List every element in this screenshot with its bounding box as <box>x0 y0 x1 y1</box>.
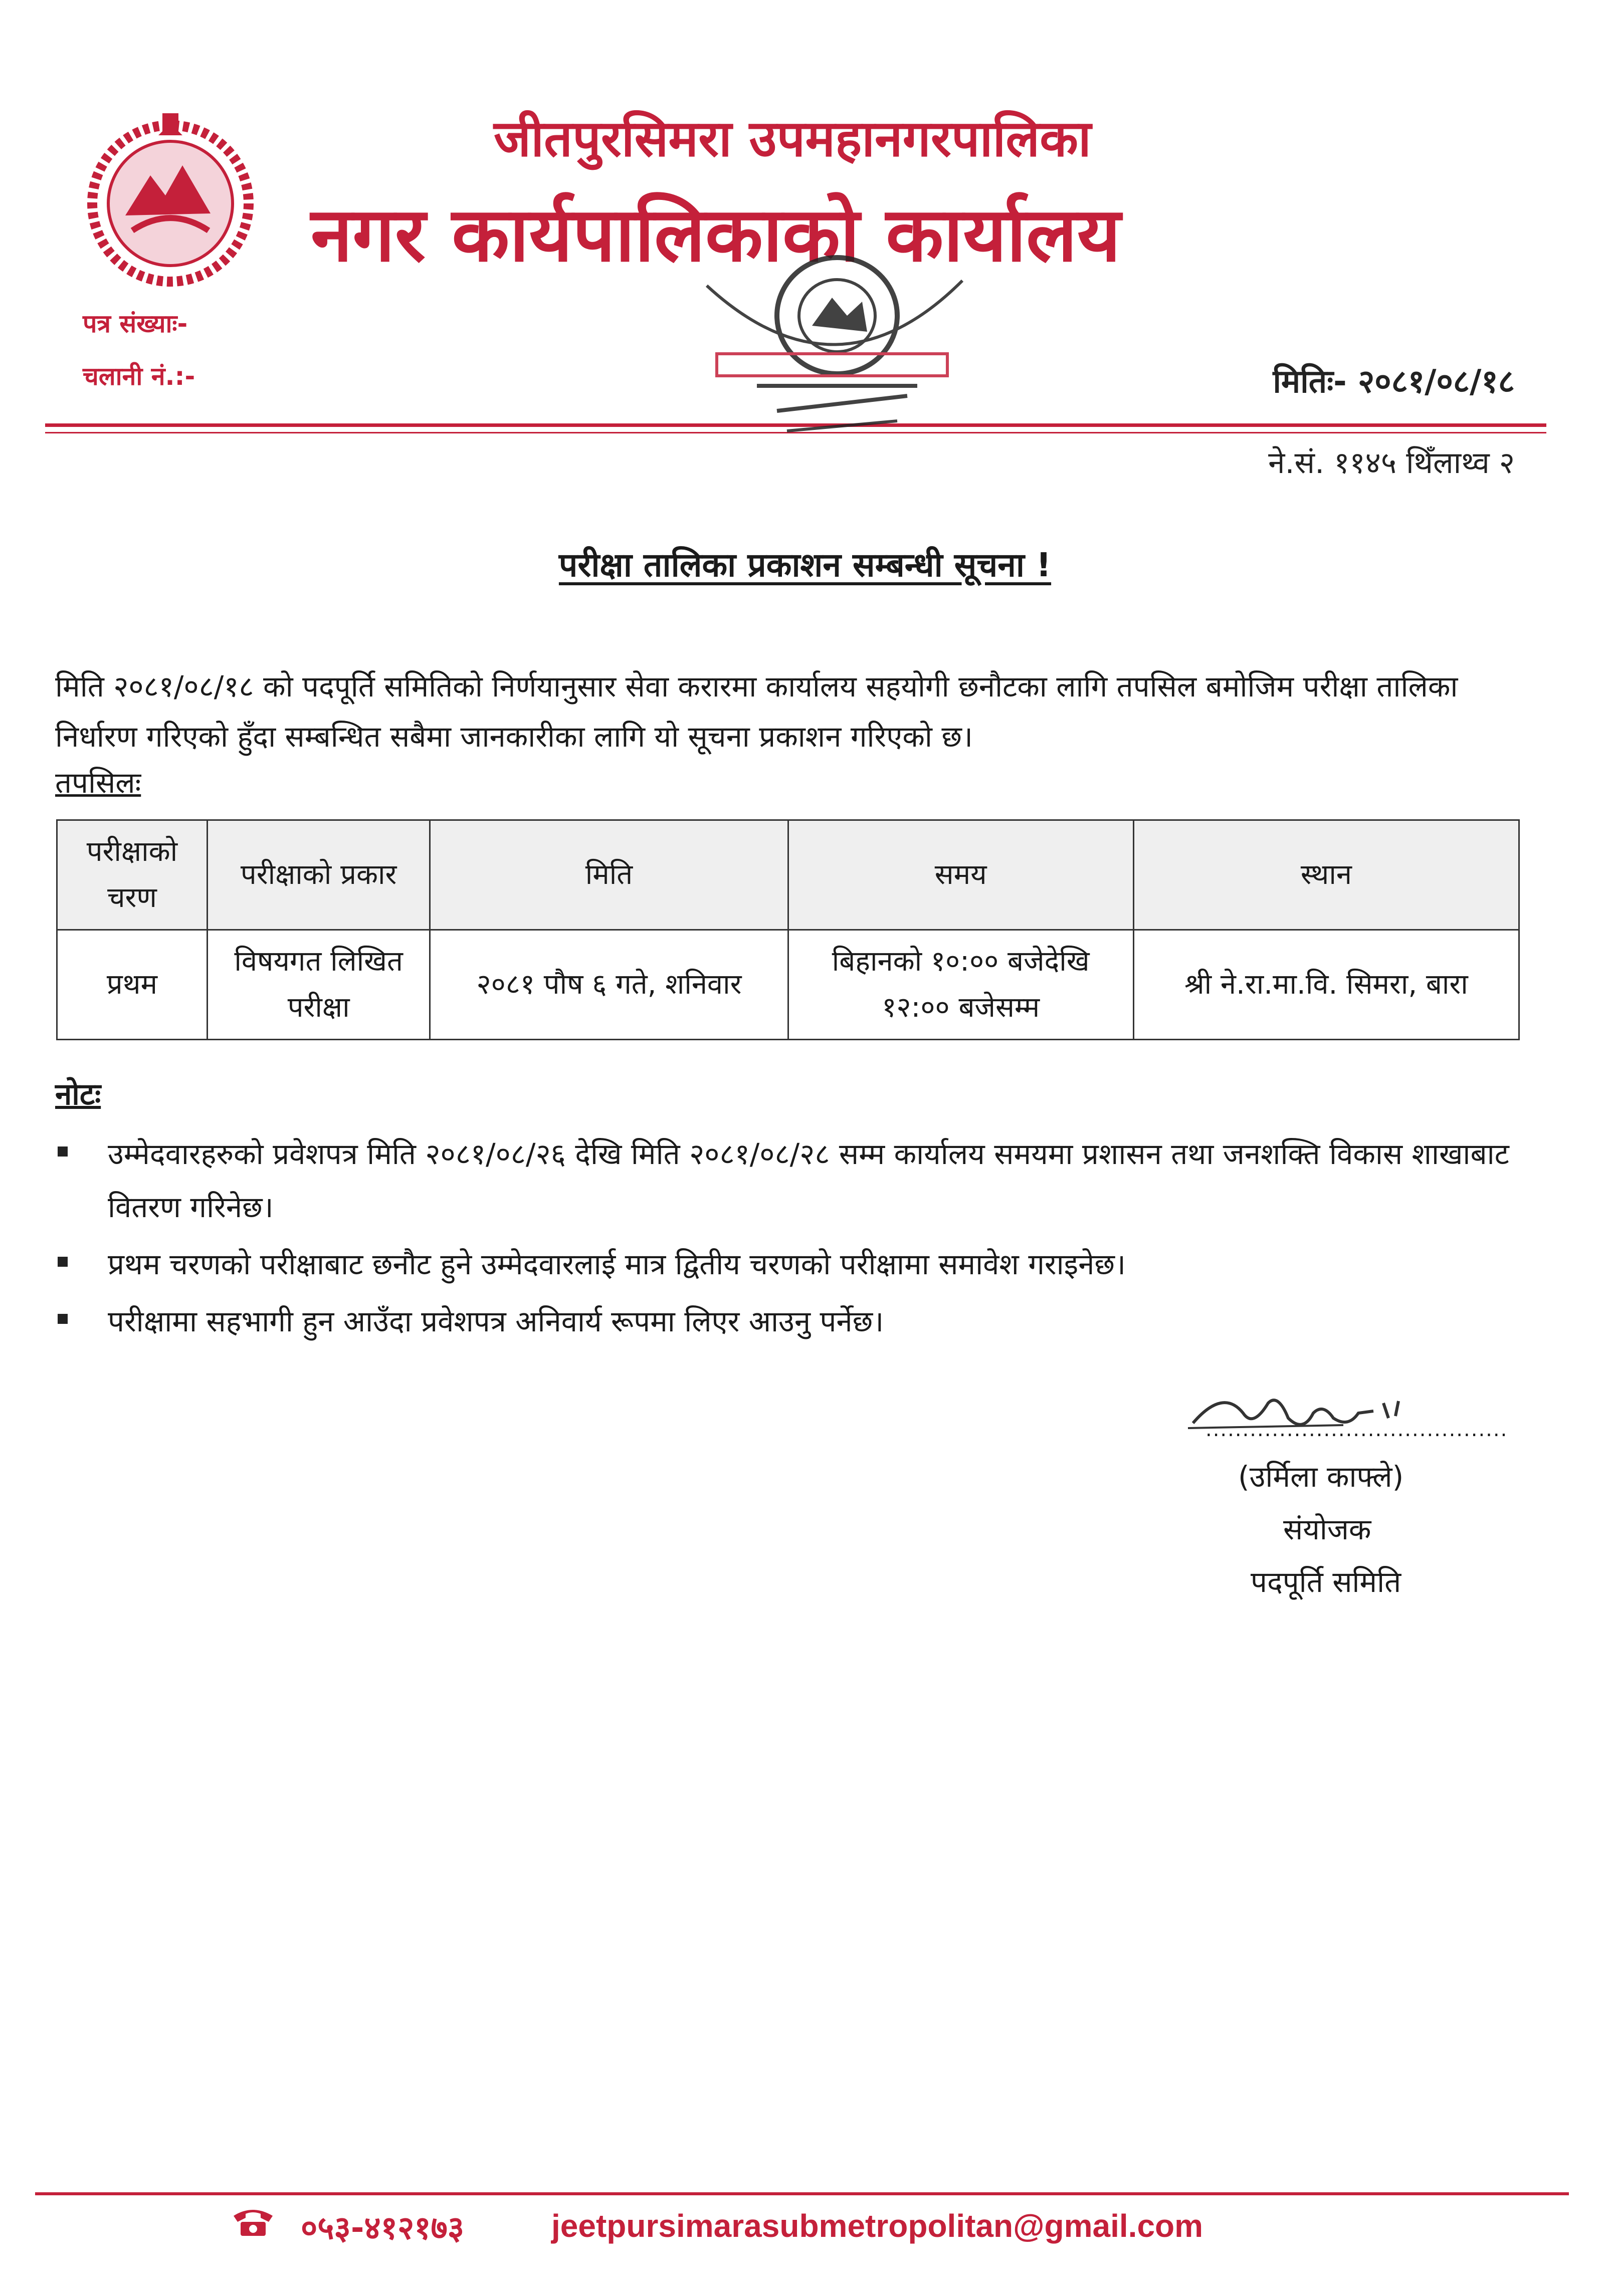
notice-title <box>0 541 1610 586</box>
cell-venue: श्री ने.रा.मा.वि. सिमरा, बारा <box>1133 930 1519 1040</box>
dispatch-number-label: चलानी नं.:- <box>83 362 195 391</box>
telephone-icon <box>231 2204 276 2239</box>
letter-date: मितिः- २०८१/०८/१८ <box>1273 363 1515 400</box>
office-seal-stamp <box>687 236 967 456</box>
details-label: तपसिलः <box>55 766 141 800</box>
footer-rule <box>35 2192 1569 2195</box>
office-name: नगर कार्यपालिकाको कार्यालय <box>311 191 1121 279</box>
nepal-samvat-date: ने.सं. ११४५ थिँलाथ्व २ <box>1268 445 1515 481</box>
signer-name: (उर्मिला काफ्ले) <box>1238 1460 1404 1494</box>
signer-title: संयोजक <box>1283 1512 1371 1546</box>
header-time: समय <box>788 820 1133 930</box>
exam-schedule-table <box>56 819 1520 1040</box>
list-item <box>108 1238 1516 1291</box>
list-item <box>108 1295 1516 1348</box>
note-text: उम्मेदवारहरुको प्रवेशपत्र मिति २०८१/०८/२६ देखि मिति २०८१/०८/२८ सम्म कार्यालय समयमा प्रशासन तथा जनशक्ति विकास शाखाबाट वितरण गरिनेछ। <box>108 1137 1509 1224</box>
government-emblem-icon <box>70 95 271 296</box>
cell-time: बिहानको १०:०० बजेदेखि १२:०० बजेसम्म <box>788 930 1133 1040</box>
table-header-row <box>57 820 1519 930</box>
note-label: नोटः <box>55 1077 101 1112</box>
header-type: परीक्षाको प्रकार <box>207 820 430 930</box>
note-text: प्रथम चरणको परीक्षाबाट छनौट हुने उम्मेदवारलाई मात्र द्वितीय चरणको परीक्षामा समावेश गराइनेछ। <box>108 1247 1126 1281</box>
header-venue: स्थान <box>1133 820 1519 930</box>
footer-phone: ०५३-४१२१७३ <box>301 2210 465 2247</box>
bullet-icon <box>58 1314 68 1324</box>
note-text: परीक्षामा सहभागी हुन आउँदा प्रवेशपत्र अनिवार्य रूपमा लिएर आउनु पर्नेछ। <box>108 1304 884 1338</box>
bullet-icon <box>58 1146 68 1157</box>
reference-number-label: पत्र संख्याः- <box>83 309 188 338</box>
signer-committee: पदपूर्ति समिति <box>1251 1565 1401 1599</box>
cell-type: विषयगत लिखित परीक्षा <box>207 930 430 1040</box>
header-stage: परीक्षाको चरण <box>57 820 208 930</box>
notes-list <box>108 1127 1516 1352</box>
notice-title-text: परीक्षा तालिका प्रकाशन सम्बन्धी सूचना ! <box>558 546 1052 584</box>
org-name: जीतपुरसिमरा उपमहानगरपालिका <box>494 109 1091 168</box>
cell-stage: प्रथम <box>57 930 208 1040</box>
cell-date: २०८१ पौष ६ गते, शनिवार <box>430 930 788 1040</box>
footer-email[interactable]: jeetpursimarasubmetropolitan@gmail.com <box>551 2208 1203 2244</box>
table-row <box>57 930 1519 1040</box>
signature-line: ......................................... <box>1205 1418 1508 1441</box>
list-item <box>108 1127 1516 1234</box>
header-date: मिति <box>430 820 788 930</box>
bullet-icon <box>58 1257 68 1267</box>
notice-body: मिति २०८१/०८/१८ को पदपूर्ति समितिको निर्णयानुसार सेवा करारमा कार्यालय सहयोगी छनौटका लागि तपसिल बमोजिम परीक्षा तालिका निर्धारण गरिएको हुँदा सम्बन्धित सबैमा जानकारीका लागि यो सूचना प्रकाशन गरिएको छ। <box>55 669 1458 754</box>
